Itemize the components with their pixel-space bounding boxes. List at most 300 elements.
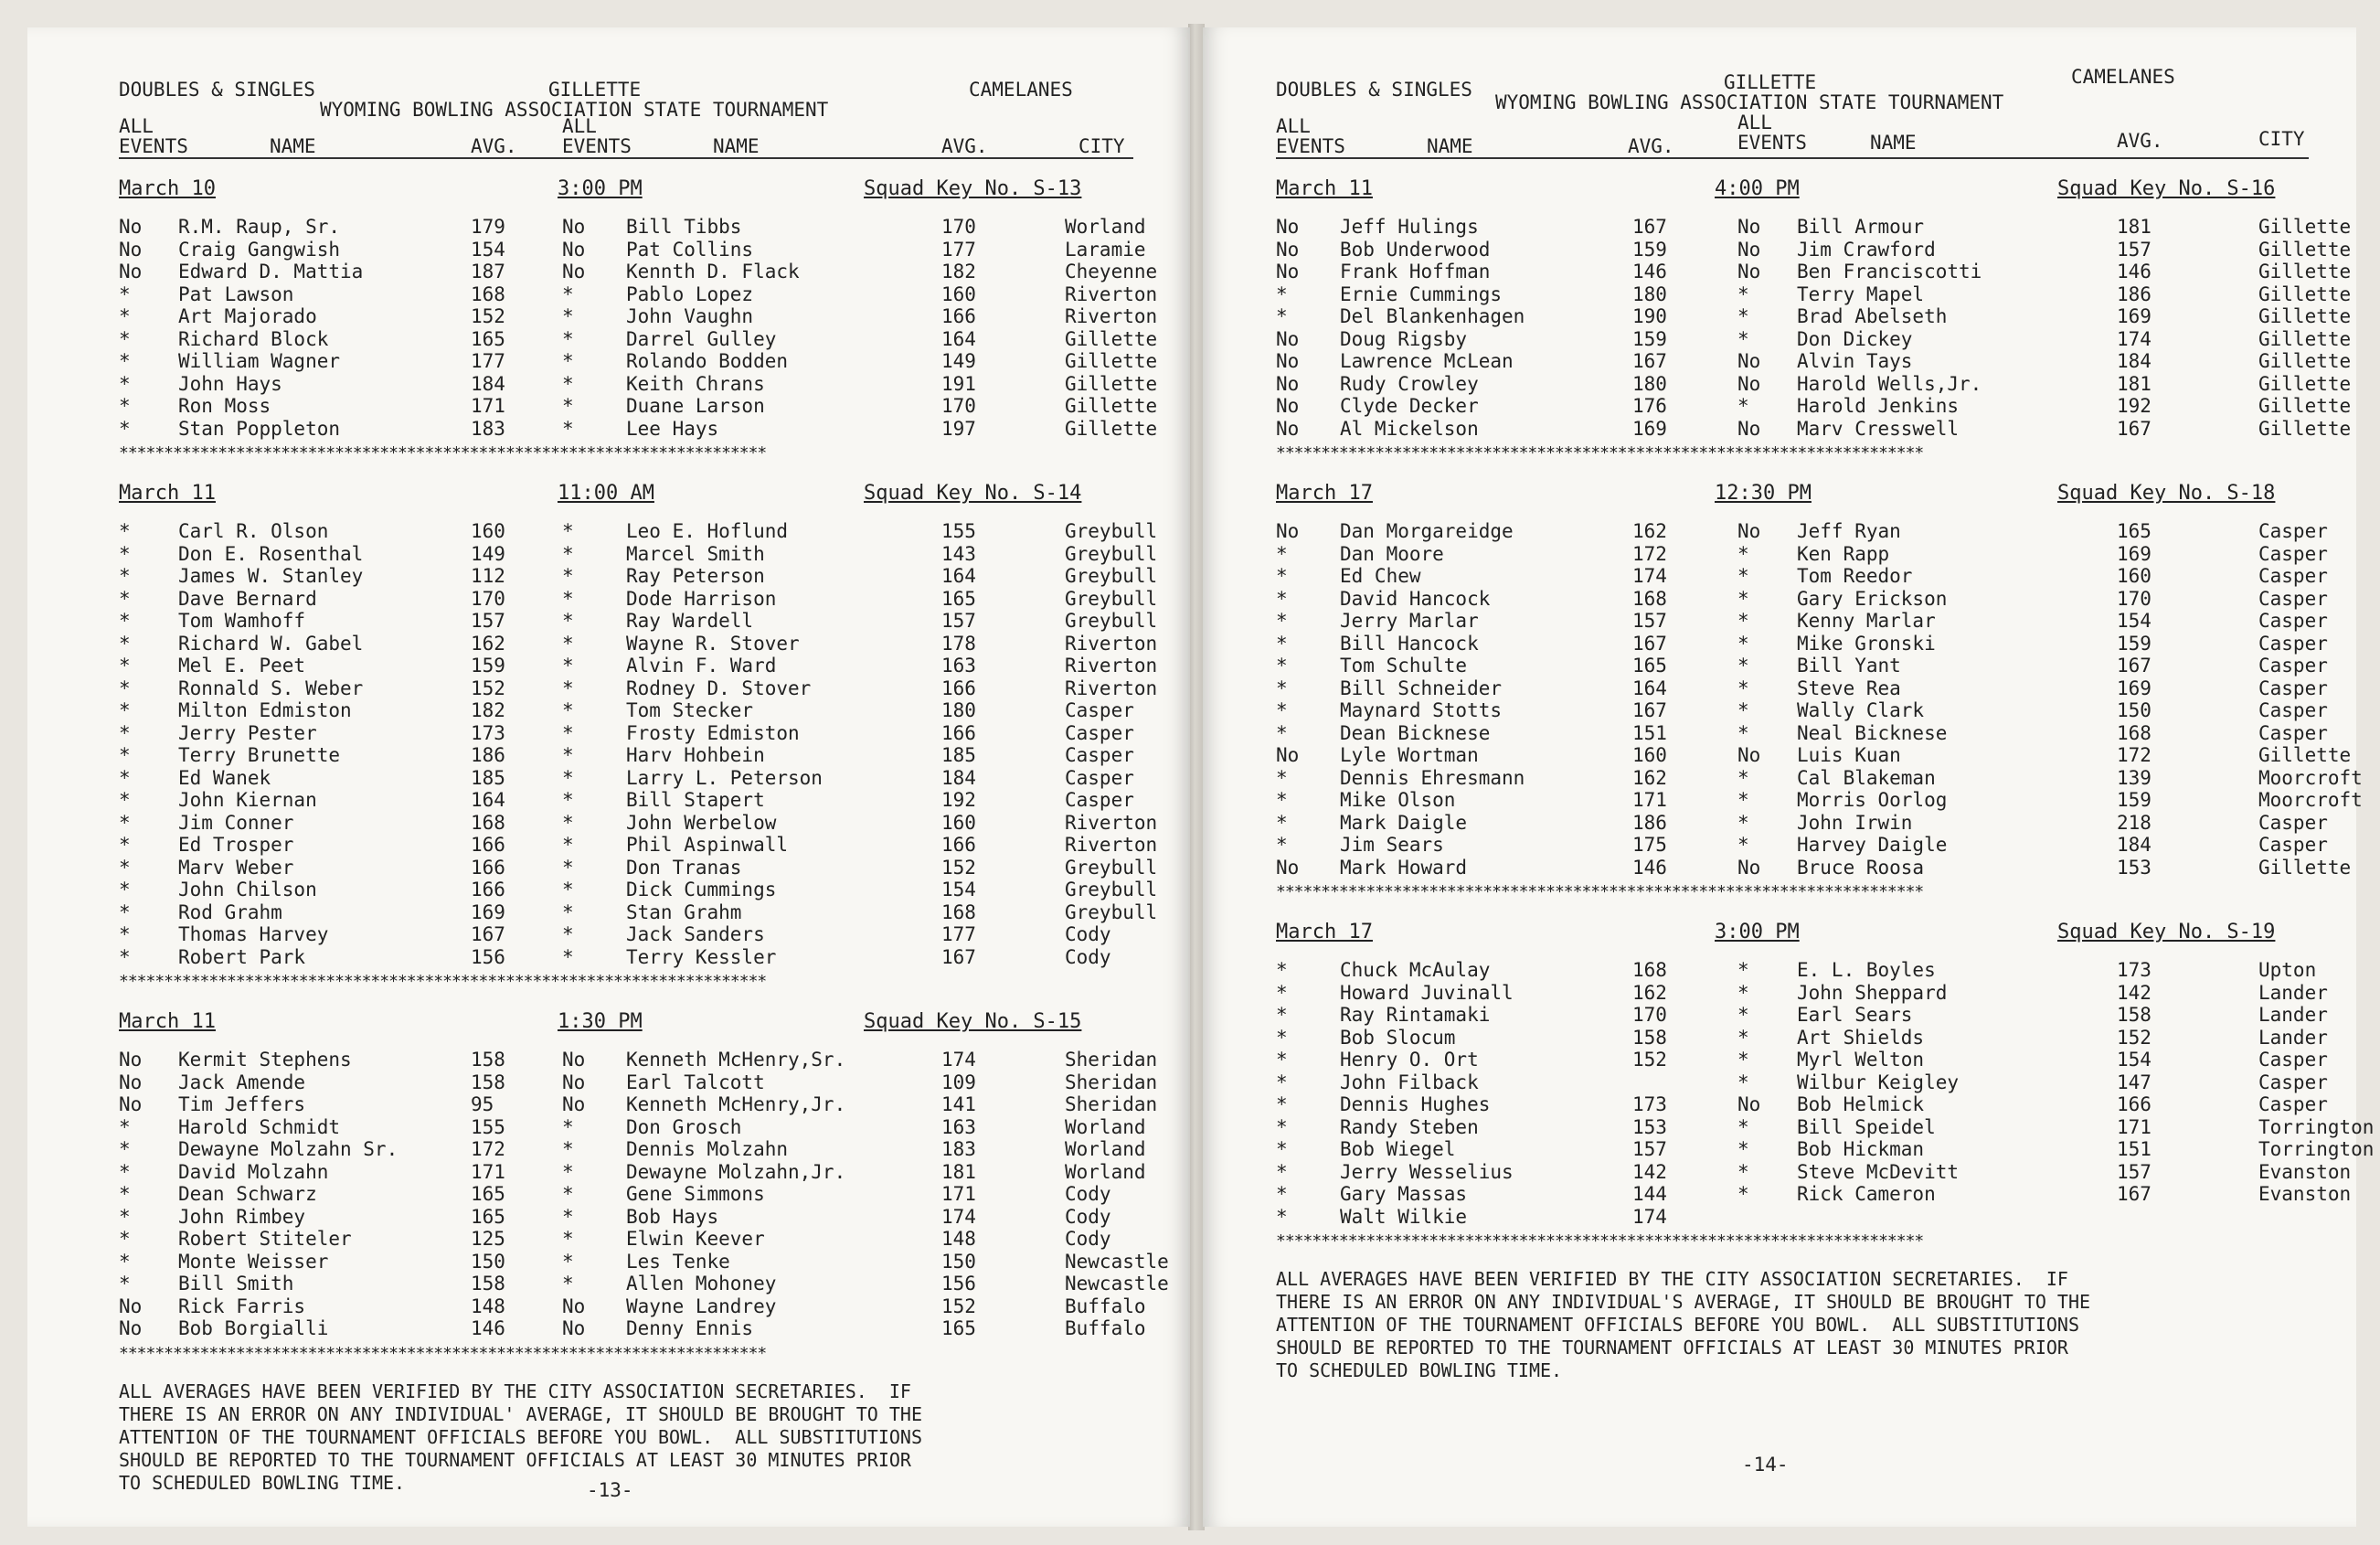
col-all-1: ALL <box>1276 115 1311 137</box>
average-2: 139 <box>2117 766 2152 789</box>
all-events-2: No <box>562 1049 586 1071</box>
bowler-row <box>1276 1004 2328 1027</box>
average-1: 152 <box>471 677 505 699</box>
all-events-1: No <box>119 1093 143 1115</box>
header-event: DOUBLES & SINGLES <box>119 79 315 101</box>
bowler-name-2: Don Dickey <box>1797 327 1913 350</box>
bowler-row <box>119 520 1158 543</box>
all-events-1: * <box>119 1183 131 1205</box>
all-events-1: * <box>119 372 131 395</box>
average-1: 172 <box>471 1138 505 1160</box>
city: Gillette <box>2258 305 2352 327</box>
all-events-1: * <box>1276 1183 1288 1205</box>
all-events-2: No <box>562 1317 586 1339</box>
average-1: 171 <box>1632 789 1667 811</box>
all-events-1: * <box>119 395 131 417</box>
all-events-1: * <box>1276 721 1288 744</box>
average-1: 160 <box>1632 744 1667 766</box>
bowler-name-1: Jim Sears <box>1340 834 1444 856</box>
average-2: 168 <box>2117 721 2152 744</box>
bowler-name-2: Les Tenke <box>626 1250 730 1273</box>
bowler-name-2: Bill Tibbs <box>626 216 742 238</box>
bowler-name-1: Howard Juvinall <box>1340 981 1514 1004</box>
all-events-2: * <box>562 811 574 834</box>
city: Lander <box>2258 1004 2328 1026</box>
all-events-1: * <box>1276 834 1288 856</box>
average-2: 153 <box>2117 856 2152 879</box>
all-events-2: * <box>1737 811 1749 834</box>
city: Casper <box>2258 699 2328 721</box>
bowler-row <box>119 767 1133 790</box>
average-2: 152 <box>2117 1026 2152 1049</box>
city: Casper <box>2258 587 2328 610</box>
all-events-2: * <box>1737 981 1749 1004</box>
all-events-1: * <box>119 282 131 305</box>
squad-section <box>119 177 1158 464</box>
bowler-name-1: Mel E. Peet <box>178 655 306 677</box>
all-events-2: No <box>562 1093 586 1115</box>
average-2: 177 <box>941 238 976 261</box>
bowler-name-1: Walt Wilkie <box>1340 1205 1468 1228</box>
bowler-name-1: Maynard Stotts <box>1340 699 1503 721</box>
section-header <box>119 1010 1133 1038</box>
all-events-1: * <box>1276 632 1288 655</box>
average-2: 156 <box>941 1273 976 1295</box>
city: Evanston <box>2258 1183 2352 1205</box>
bowler-row <box>1276 282 2352 306</box>
left-page-content <box>119 79 1169 1495</box>
col-events-2: EVENTS <box>562 135 632 157</box>
bowler-name-1: Randy Steben <box>1340 1115 1479 1138</box>
average-1: 164 <box>471 789 505 811</box>
average-2: 157 <box>941 610 976 632</box>
bowler-name-1: Stan Poppleton <box>178 417 341 440</box>
all-events-1: No <box>119 216 143 238</box>
bowler-row <box>1276 1049 2328 1071</box>
bowler-name-2: Bill Yant <box>1797 655 1901 677</box>
bowler-name-1: Ed Wanek <box>178 766 271 789</box>
bowler-row <box>1276 1206 2309 1229</box>
bowler-row <box>119 417 1158 441</box>
bowler-name-2: John Sheppard <box>1797 981 1948 1004</box>
bowler-row <box>1276 632 2328 655</box>
average-2: 180 <box>941 699 976 721</box>
header-venue: CAMELANES <box>2071 66 2175 88</box>
bowler-name-2: Frosty Edmiston <box>626 721 800 744</box>
all-events-2: * <box>1737 610 1749 632</box>
all-events-2: * <box>562 587 574 610</box>
bowler-name-2: Harvey Daigle <box>1797 834 1948 856</box>
all-events-1: * <box>119 417 131 440</box>
bowler-name-2: Bill Speidel <box>1797 1115 1936 1138</box>
all-events-1: No <box>1276 238 1300 261</box>
all-events-2: * <box>1737 327 1749 350</box>
bowler-row <box>119 655 1158 677</box>
average-1: 168 <box>1632 587 1667 610</box>
section-time: 1:30 PM <box>558 1010 643 1033</box>
all-events-1: * <box>119 744 131 766</box>
bowler-name-1: Dean Bicknese <box>1340 721 1491 744</box>
all-events-1: No <box>1276 350 1300 372</box>
average-1: 167 <box>1632 216 1667 238</box>
average-1: 171 <box>471 395 505 417</box>
bowler-name-1: David Molzahn <box>178 1160 329 1183</box>
all-events-2: * <box>1737 1183 1749 1205</box>
section-date: March 11 <box>119 1010 216 1033</box>
average-2: 109 <box>941 1071 976 1093</box>
city: Casper <box>2258 1071 2328 1093</box>
all-events-1: * <box>1276 587 1288 610</box>
bowler-name-2: E. L. Boyles <box>1797 959 1936 981</box>
average-1: 160 <box>471 520 505 542</box>
squad-section <box>1276 177 2352 464</box>
average-2: 150 <box>2117 699 2152 721</box>
all-events-2: * <box>562 1228 574 1250</box>
bowler-row <box>1276 1138 2375 1161</box>
all-events-1: * <box>1276 1205 1288 1228</box>
bowler-name-2: John Irwin <box>1797 811 1913 834</box>
average-2: 160 <box>2117 565 2152 587</box>
average-1: 168 <box>471 282 505 305</box>
average-2: 158 <box>2117 1004 2152 1026</box>
average-2: 147 <box>2117 1071 2152 1093</box>
city: Gillette <box>1065 327 1158 350</box>
average-1: 187 <box>471 261 505 282</box>
average-2: 197 <box>941 417 976 440</box>
bowler-row <box>1276 216 2352 239</box>
page-number: -14- <box>1742 1454 1789 1476</box>
bowler-name-2: Harold Jenkins <box>1797 395 1960 417</box>
average-1: 172 <box>1632 542 1667 565</box>
section-header <box>1276 921 2309 948</box>
city: Casper <box>2258 632 2328 655</box>
average-2: 218 <box>2117 811 2152 834</box>
bowler-row <box>1276 856 2352 879</box>
all-events-1: * <box>119 789 131 811</box>
average-1: 168 <box>471 811 505 834</box>
all-events-2: * <box>1737 1138 1749 1160</box>
all-events-1: * <box>1276 1115 1288 1138</box>
bowler-name-2: Gary Erickson <box>1797 587 1948 610</box>
bowler-name-2: Morris Oorlog <box>1797 789 1948 811</box>
bowler-name-1: Dean Schwarz <box>178 1183 317 1205</box>
bowler-row <box>1276 1071 2328 1094</box>
bowler-name-2: Earl Talcott <box>626 1071 765 1093</box>
average-1: 158 <box>1632 1026 1667 1049</box>
col-name-2: NAME <box>1870 132 1917 154</box>
bowler-name-1: Jim Conner <box>178 811 294 834</box>
average-2: 170 <box>2117 587 2152 610</box>
col-avg-1: AVG. <box>1628 135 1674 157</box>
page-header <box>1276 66 2309 115</box>
average-2: 167 <box>941 945 976 968</box>
section-header <box>1276 482 2309 509</box>
bowler-row <box>119 282 1158 306</box>
bowler-name-1: Rudy Crowley <box>1340 372 1479 395</box>
all-events-1: No <box>1276 395 1300 417</box>
all-events-1: * <box>1276 699 1288 721</box>
average-1: 162 <box>1632 766 1667 789</box>
bowler-row <box>1276 811 2328 835</box>
asterisk-divider: ************************************************************************ <box>1276 443 1924 463</box>
all-events-2: * <box>1737 632 1749 655</box>
bowler-name-1: Rick Farris <box>178 1295 306 1317</box>
all-events-1: No <box>1276 327 1300 350</box>
header-event: DOUBLES & SINGLES <box>1276 79 1472 101</box>
all-events-1: * <box>1276 282 1288 305</box>
city: Gillette <box>1065 417 1158 440</box>
all-events-2: * <box>562 677 574 699</box>
city: Gillette <box>2258 238 2352 261</box>
all-events-2: No <box>1737 1093 1761 1115</box>
col-avg-2: AVG. <box>941 135 988 157</box>
bowler-row <box>119 542 1158 566</box>
left-page <box>27 27 1190 1527</box>
bowler-row <box>119 1115 1146 1139</box>
average-1: 175 <box>1632 834 1667 856</box>
bowler-name-1: Dewayne Molzahn Sr. <box>178 1138 398 1160</box>
all-events-2: * <box>562 520 574 542</box>
all-events-2: * <box>562 610 574 632</box>
col-avg-1: AVG. <box>471 135 517 157</box>
average-1: 150 <box>471 1250 505 1273</box>
all-events-2: * <box>562 923 574 945</box>
all-events-1: * <box>119 350 131 372</box>
all-events-1: * <box>1276 789 1288 811</box>
bowler-name-1: Lyle Wortman <box>1340 744 1479 766</box>
average-1: 159 <box>1632 327 1667 350</box>
all-events-2: * <box>1737 766 1749 789</box>
average-1: 157 <box>1632 610 1667 632</box>
bowler-name-1: Doug Rigsby <box>1340 327 1468 350</box>
average-2: 169 <box>2117 677 2152 699</box>
all-events-1: * <box>1276 1138 1288 1160</box>
bowler-name-1: John Chilson <box>178 879 317 900</box>
average-1: 182 <box>471 699 505 721</box>
bowler-name-1: Ed Chew <box>1340 565 1421 587</box>
bowler-name-2: Harv Hohbein <box>626 744 765 766</box>
bowler-name-1: Ed Trosper <box>178 834 294 856</box>
bowler-name-2: Darrel Gulley <box>626 327 777 350</box>
average-2: 183 <box>941 1138 976 1160</box>
bowler-row <box>119 722 1133 745</box>
bowler-name-2: Dick Cummings <box>626 879 777 900</box>
city: Greybull <box>1065 542 1158 565</box>
bowler-name-1: James W. Stanley <box>178 565 364 587</box>
city: Cody <box>1065 1183 1111 1205</box>
city: Casper <box>2258 721 2328 744</box>
bowler-row <box>1276 766 2363 790</box>
all-events-1: * <box>1276 766 1288 789</box>
bowler-name-2: John Werbelow <box>626 811 777 834</box>
bowler-name-2: Marcel Smith <box>626 542 765 565</box>
all-events-2: * <box>1737 565 1749 587</box>
city: Buffalo <box>1065 1317 1146 1339</box>
all-events-1: * <box>1276 677 1288 699</box>
average-2: 151 <box>2117 1138 2152 1160</box>
all-events-2: * <box>562 834 574 856</box>
bowler-name-2: Wally Clark <box>1797 699 1925 721</box>
bowler-row <box>119 327 1158 351</box>
bowler-row <box>119 856 1158 879</box>
average-1: 166 <box>471 879 505 900</box>
average-2: 164 <box>941 327 976 350</box>
bowler-row <box>119 1228 1133 1251</box>
section-time: 3:00 PM <box>1715 921 1800 943</box>
column-headers <box>119 115 1133 159</box>
all-events-1: * <box>1276 1093 1288 1115</box>
average-1: 165 <box>1632 655 1667 677</box>
bowler-row <box>1276 542 2328 566</box>
bowler-name-2: Cal Blakeman <box>1797 766 1936 789</box>
bowler-name-2: Don Tranas <box>626 856 742 879</box>
average-1: 168 <box>1632 959 1667 981</box>
city: Casper <box>2258 677 2328 699</box>
col-name-1: NAME <box>1427 135 1473 157</box>
city: Gillette <box>2258 216 2352 238</box>
squad-section <box>119 482 1158 992</box>
bowler-name-1: Dan Morgareidge <box>1340 520 1514 542</box>
squad-section <box>119 1010 1169 1364</box>
bowler-name-2: Kenneth McHenry,Jr. <box>626 1093 846 1115</box>
city: Riverton <box>1065 632 1158 655</box>
city: Casper <box>2258 811 2328 834</box>
all-events-2: * <box>562 789 574 811</box>
all-events-1: * <box>119 1115 131 1138</box>
bowler-name-1: Bob Underwood <box>1340 238 1491 261</box>
bowler-row <box>119 216 1146 239</box>
bowler-name-2: Tom Stecker <box>626 699 754 721</box>
bowler-name-2: Terry Kessler <box>626 945 777 968</box>
bowler-row <box>119 395 1158 418</box>
bowler-name-2: Allen Mohoney <box>626 1273 777 1295</box>
city: Buffalo <box>1065 1295 1146 1317</box>
all-events-2: * <box>562 632 574 655</box>
city: Gillette <box>2258 395 2352 417</box>
city: Sheridan <box>1065 1093 1158 1115</box>
all-events-1: * <box>1276 1004 1288 1026</box>
bowler-name-1: Bob Wiegel <box>1340 1138 1456 1160</box>
average-1: 157 <box>471 610 505 632</box>
bowler-name-1: Richard W. Gabel <box>178 632 364 655</box>
average-1: 156 <box>471 945 505 968</box>
city: Casper <box>1065 744 1134 766</box>
average-2: 146 <box>2117 261 2152 282</box>
all-events-1: * <box>119 856 131 879</box>
bowler-name-1: Jerry Pester <box>178 721 317 744</box>
bowler-name-1: Milton Edmiston <box>178 699 352 721</box>
bowler-row <box>1276 1115 2375 1139</box>
all-events-2: * <box>562 699 574 721</box>
bowler-name-1: Jerry Marlar <box>1340 610 1479 632</box>
all-events-2: No <box>1737 417 1761 440</box>
right-page <box>1203 27 2375 1527</box>
asterisk-divider: ************************************************************************ <box>119 443 767 463</box>
bowler-name-2: Larry L. Peterson <box>626 766 823 789</box>
city: Riverton <box>1065 834 1158 856</box>
all-events-2: * <box>562 856 574 879</box>
all-events-2: * <box>562 542 574 565</box>
bowler-name-1: Bill Schneider <box>1340 677 1503 699</box>
all-events-2: * <box>1737 1071 1749 1093</box>
bowler-row <box>1276 372 2352 396</box>
average-1: 149 <box>471 542 505 565</box>
bowler-row <box>1276 959 2317 982</box>
all-events-1: * <box>1276 565 1288 587</box>
bowler-row <box>119 1273 1169 1295</box>
bowler-row <box>1276 417 2352 441</box>
bowler-name-1: Tom Schulte <box>1340 655 1468 677</box>
bowler-row <box>1276 587 2328 611</box>
average-1: 184 <box>471 372 505 395</box>
all-events-1: * <box>1276 655 1288 677</box>
all-events-1: No <box>1276 520 1300 542</box>
all-events-2: * <box>1737 1115 1749 1138</box>
average-1: 153 <box>1632 1115 1667 1138</box>
city: Evanston <box>2258 1160 2352 1183</box>
bowler-name-2: Wayne Landrey <box>626 1295 777 1317</box>
average-2: 172 <box>2117 744 2152 766</box>
all-events-2: No <box>1737 856 1761 879</box>
bowler-row <box>1276 520 2328 543</box>
average-2: 167 <box>2117 655 2152 677</box>
city: Gillette <box>2258 856 2352 879</box>
bowler-name-2: Dewayne Molzahn,Jr. <box>626 1160 846 1183</box>
all-events-2: No <box>1737 261 1761 282</box>
city: Casper <box>2258 655 2328 677</box>
squad-key: Squad Key No. S-19 <box>2057 921 2276 943</box>
squad-sections <box>1276 177 2375 1252</box>
bowler-name-2: Rolando Bodden <box>626 350 789 372</box>
bowler-name-2: Wilbur Keigley <box>1797 1071 1960 1093</box>
all-events-2: * <box>562 282 574 305</box>
average-2: 160 <box>941 282 976 305</box>
asterisk-divider: ************************************************************************ <box>1276 882 1924 901</box>
average-2: 177 <box>941 923 976 945</box>
bowler-row <box>1276 655 2328 677</box>
bowler-row <box>1276 834 2328 857</box>
city: Riverton <box>1065 305 1158 327</box>
average-2: 163 <box>941 655 976 677</box>
all-events-2: No <box>562 216 586 238</box>
average-1: 170 <box>471 587 505 610</box>
city: Greybull <box>1065 900 1158 923</box>
bowler-name-2: Tom Reedor <box>1797 565 1913 587</box>
all-events-1: * <box>119 632 131 655</box>
right-page-content <box>1276 66 2375 1382</box>
average-2: 173 <box>2117 959 2152 981</box>
bowler-row <box>119 305 1158 328</box>
average-2: 184 <box>2117 350 2152 372</box>
average-2: 185 <box>941 744 976 766</box>
page-number: -13- <box>587 1479 633 1501</box>
all-events-2: * <box>562 1205 574 1228</box>
section-date: March 17 <box>1276 482 1373 505</box>
city: Gillette <box>2258 350 2352 372</box>
bowler-name-1: Robert Stiteler <box>178 1228 352 1250</box>
bowler-row <box>119 789 1133 812</box>
average-2: 170 <box>941 395 976 417</box>
all-events-2: * <box>1737 699 1749 721</box>
all-events-1: * <box>119 721 131 744</box>
bowler-name-2: Alvin Tays <box>1797 350 1913 372</box>
bowler-name-1: Bob Borgialli <box>178 1317 329 1339</box>
bowler-name-2: John Vaughn <box>626 305 754 327</box>
header-city: GILLETTE <box>1724 71 1817 93</box>
bowler-row <box>1276 1026 2328 1050</box>
col-name-1: NAME <box>270 135 316 157</box>
all-events-2: No <box>1737 744 1761 766</box>
